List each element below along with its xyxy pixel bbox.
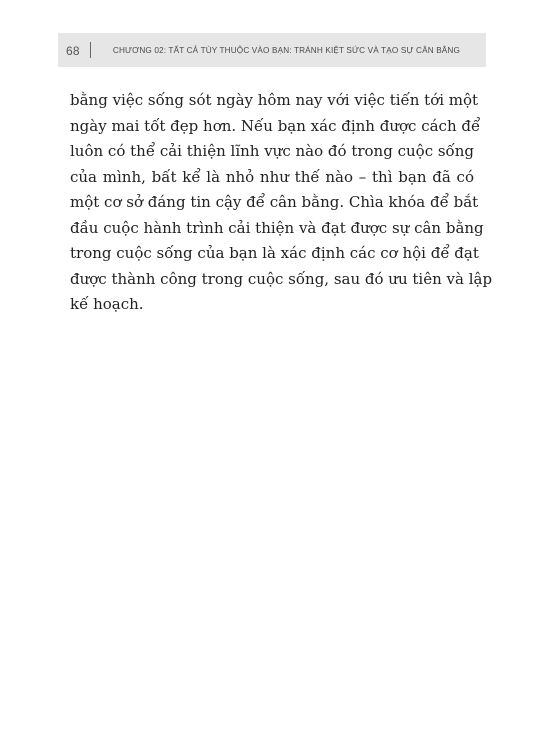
chapter-title: CHƯƠNG 02: TẤT CẢ TÙY THUỘC VÀO BẠN: TRÁNH KIỆT SỨC VÀ TẠO SỰ CÂN BẰNG <box>112 46 460 55</box>
paragraph-line: luôn có thể cải thiện lĩnh vực nào đó trong cuộc sống <box>70 142 474 160</box>
paragraph-line: được thành công trong cuộc sống, sau đó ưu tiên và lập <box>70 269 493 288</box>
paragraph-line: một cơ sở đáng tin cậy để cân bằng. Chìa khóa để bắt <box>70 193 479 211</box>
paragraph-line: của mình, bất kể là nhỏ như thế nào – thì bạn đã có <box>70 167 474 186</box>
page-number: 68 <box>66 44 80 58</box>
paragraph-line: ngày mai tốt đẹp hơn. Nếu bạn xác định được cách để <box>70 116 481 135</box>
paragraph-line: đầu cuộc hành trình cải thiện và đạt được sự cân bằng <box>70 218 484 237</box>
paragraph-line: bằng việc sống sót ngày hôm nay với việc tiến tới một <box>70 91 479 109</box>
body-paragraph <box>70 88 493 318</box>
paragraph-line: trong cuộc sống của bạn là xác định các cơ hội để đạt <box>70 244 479 262</box>
header-divider <box>90 42 91 58</box>
paragraph-line: kế hoạch. <box>70 295 144 313</box>
